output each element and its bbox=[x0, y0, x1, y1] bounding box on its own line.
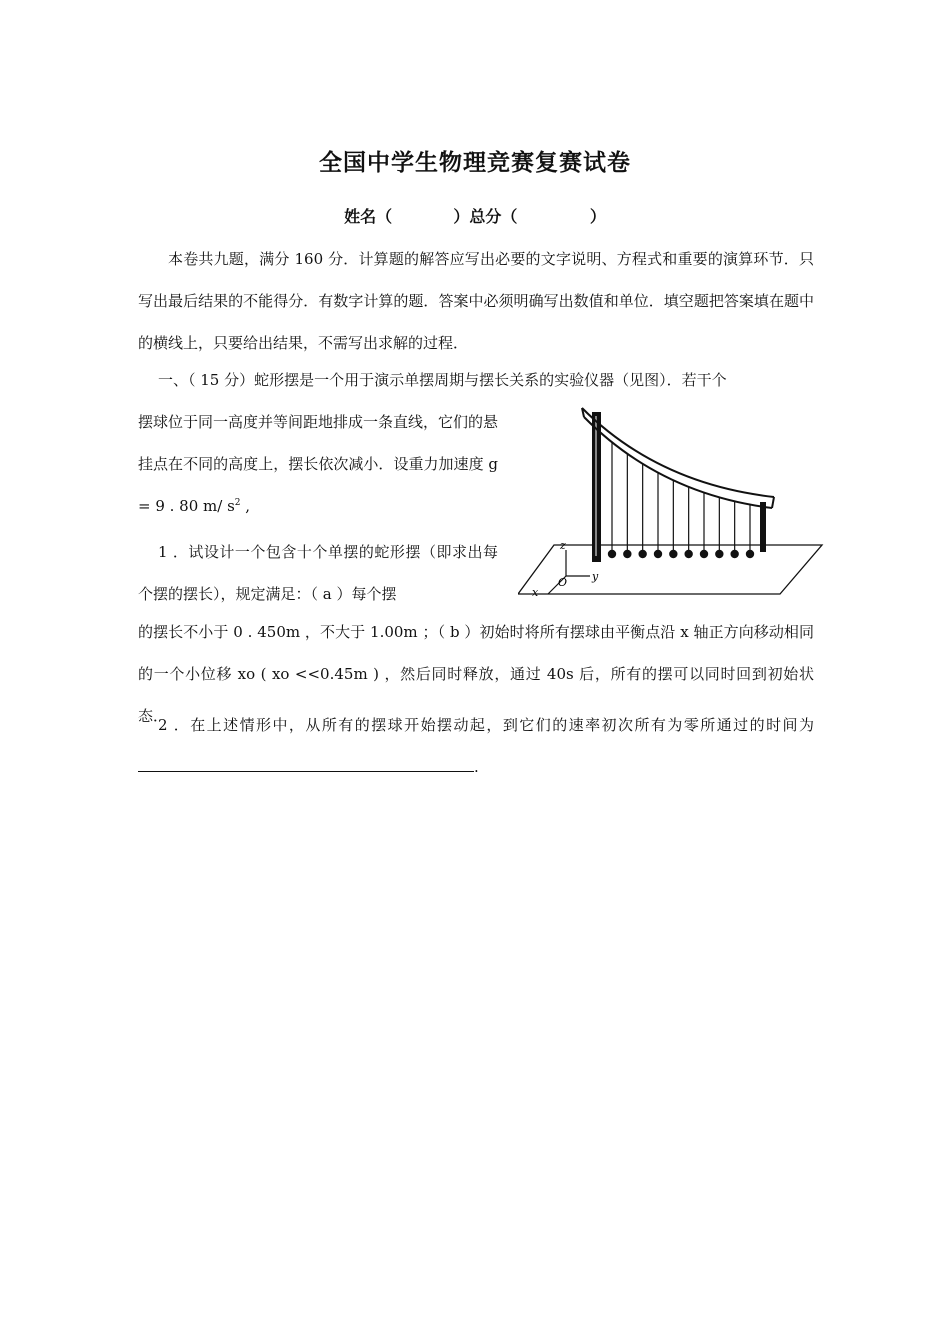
pendulum-ball bbox=[608, 550, 616, 558]
question-1-text: 摆球位于同一高度并等间距地排成一条直线，它们的悬挂点在不同的高度上，摆长依次减小．设重力加速度 g = 9 . 80 m/ s bbox=[138, 413, 499, 515]
name-blank bbox=[392, 207, 453, 226]
page-title: 全国中学生物理竞赛复赛试卷 bbox=[319, 150, 631, 176]
question-1-description bbox=[138, 401, 498, 527]
pendulum-ball bbox=[715, 550, 723, 558]
pendulum-ball bbox=[623, 550, 631, 558]
curved-beam-top bbox=[582, 408, 774, 497]
pendulum-ball bbox=[746, 550, 754, 558]
answer-blank[interactable] bbox=[138, 755, 474, 772]
question-1-heading: 一、（ 15 分）蛇形摆是一个用于演示单摆周期与摆长关系的实验仪器（见图）．若干个 bbox=[158, 371, 727, 389]
subquestion-1-start: 1 ．试设计一个包含十个单摆的蛇形摆（即求出每个摆的摆长），规定满足：（ a ）每个摆 bbox=[138, 543, 498, 603]
total-score-label: ）总分（ bbox=[453, 207, 518, 226]
name-label: 姓名（ bbox=[344, 207, 393, 226]
superscript-2: 2 bbox=[234, 498, 241, 508]
instructions-paragraph: 本卷共九题，满分 160 分．计算题的解答应写出必要的文字说明、方程式和重要的演算环节．只写出最后结果的不能得分．有数字计算的题．答案中必须明确写出数值和单位．填空题把答案填在题中的横线上，只要给出结果，不需写出求解的过程． bbox=[138, 250, 814, 352]
subquestion-2 bbox=[138, 704, 814, 788]
question-1-text-end: , bbox=[240, 497, 251, 515]
subquestion-2-end: . bbox=[474, 758, 479, 776]
beam-end-right bbox=[772, 497, 774, 508]
axis-label-z: z bbox=[560, 539, 566, 552]
name-score-line bbox=[0, 204, 950, 227]
axis-label-o: O bbox=[558, 576, 568, 589]
pendulum-ball bbox=[638, 550, 646, 558]
snake-pendulum-figure bbox=[518, 402, 826, 600]
score-close: ） bbox=[589, 207, 606, 226]
left-post-highlight bbox=[595, 416, 597, 556]
pendulum-ball bbox=[684, 550, 692, 558]
subquestion-1-rest: 的摆长不小于 0 . 450m ，不大于 1.00m ；（ b ）初始时将所有摆球由平衡点沿 x 轴正方向移动相同的一个小位移 xo ( xo <<0.45m ) ，然后同时释放，通过 40s 后，所有的摆可以同时回到初始状态． bbox=[138, 623, 814, 725]
axis-label-y: y bbox=[592, 570, 599, 583]
pendulum-ball bbox=[654, 550, 662, 558]
axis-label-x: x bbox=[532, 586, 539, 599]
right-post bbox=[760, 502, 766, 552]
score-blank bbox=[517, 207, 589, 226]
pendulum-ball bbox=[730, 550, 738, 558]
pendulum-ball bbox=[700, 550, 708, 558]
pendulum-ball bbox=[669, 550, 677, 558]
subquestion-2-text: 2 ．在上述情形中，从所有的摆球开始摆动起，到它们的速率初次所有为零所通过的时间为 bbox=[158, 716, 814, 734]
